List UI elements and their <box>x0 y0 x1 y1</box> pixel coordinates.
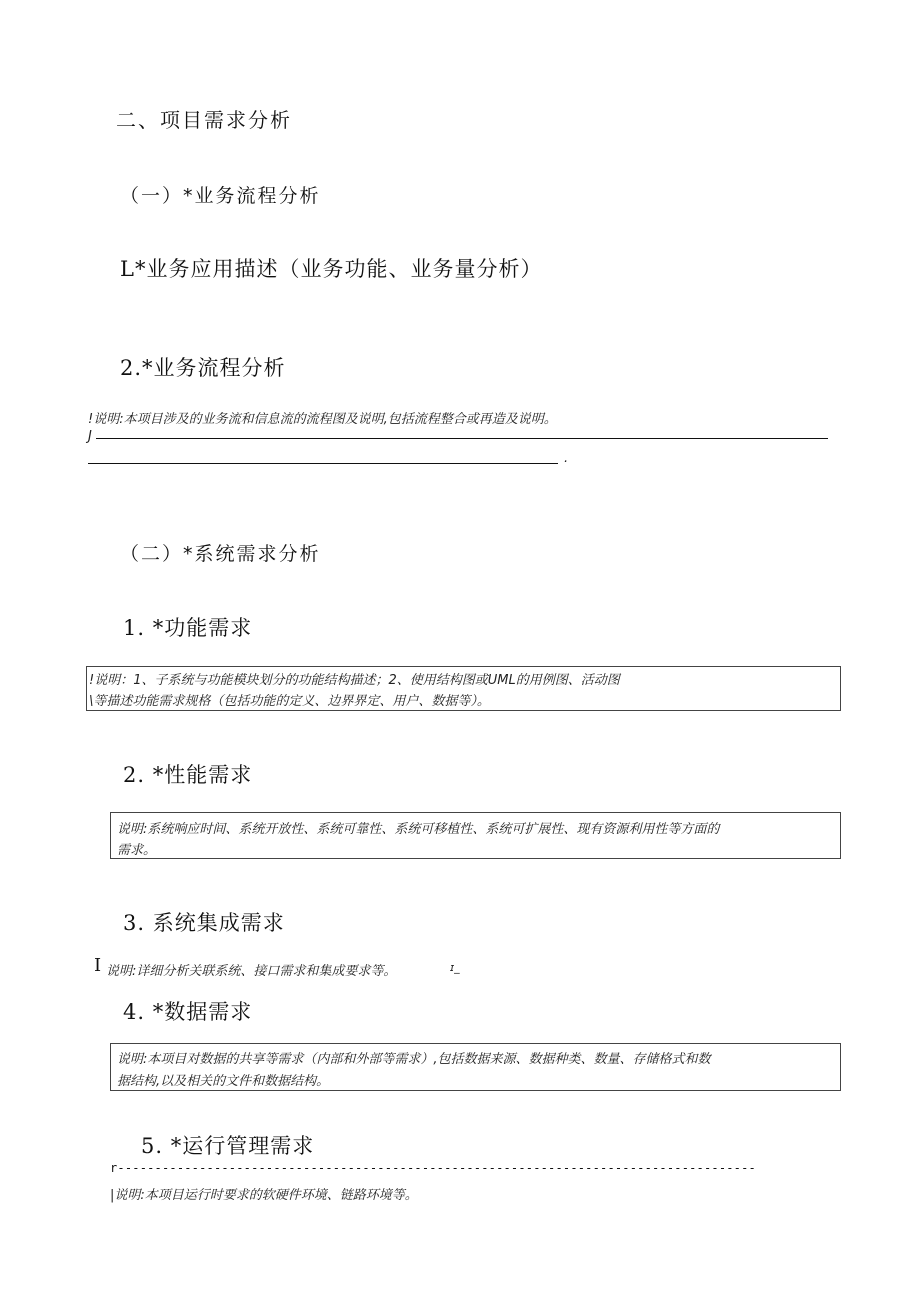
integration-requirements-note: 说明:详细分析关联系统、接口需求和集成要求等。 <box>106 964 397 979</box>
divider-line <box>96 438 828 439</box>
note-line: !说明：1、子系统与功能模块划分的功能结构描述；2、使用结构图或UML的用例图、活动图 <box>89 673 620 688</box>
note-line: \等描述功能需求规格（包括功能的定义、边界界定、用户、数据等）。 <box>89 694 490 709</box>
business-flow-heading: 2.*业务流程分析 <box>120 356 286 380</box>
note-prefix: I <box>94 955 102 976</box>
functional-requirements-note <box>86 666 841 711</box>
performance-requirements-heading: 2. *性能需求 <box>123 763 253 787</box>
dashed-divider: r-------------------------------------------------------------------------------------- <box>110 1161 756 1175</box>
business-flow-note: !说明:本项目涉及的业务流和信息流的流程图及说明,包括流程整合或再造及说明。 <box>88 412 557 427</box>
operations-requirements-note: |说明:本项目运行时要求的软硬件环境、链路环境等。 <box>110 1188 418 1203</box>
note-line: 说明:本项目对数据的共享等需求（内部和外部等需求）,包括数据来源、数据种类、数量、存储格式和数 <box>117 1052 711 1067</box>
performance-requirements-note <box>110 812 841 859</box>
operations-requirements-heading: 5. *运行管理需求 <box>141 1134 315 1158</box>
note-line: 说明:系统响应时间、系统开放性、系统可靠性、系统可移植性、系统可扩展性、现有资源利用性等方面的 <box>117 822 720 837</box>
integration-requirements-heading: 3. 系统集成需求 <box>123 911 285 935</box>
rule-end-mark: . <box>564 451 569 466</box>
note-line: 需求。 <box>117 843 157 858</box>
section-title: 二、项目需求分析 <box>116 108 292 132</box>
subsection-2-title: （二）*系统需求分析 <box>120 543 321 565</box>
data-requirements-heading: 4. *数据需求 <box>123 1000 253 1024</box>
subsection-1-title: （一）*业务流程分析 <box>120 185 321 207</box>
divider-line <box>88 463 558 464</box>
business-application-heading: L*业务应用描述（业务功能、业务量分析） <box>120 257 543 281</box>
functional-requirements-heading: 1. *功能需求 <box>123 616 253 640</box>
note-suffix: ɪ_ <box>450 961 460 974</box>
data-requirements-note <box>110 1043 841 1091</box>
rule-mark: J <box>88 429 92 444</box>
note-line: 据结构,以及相关的文件和数据结构。 <box>117 1074 330 1089</box>
